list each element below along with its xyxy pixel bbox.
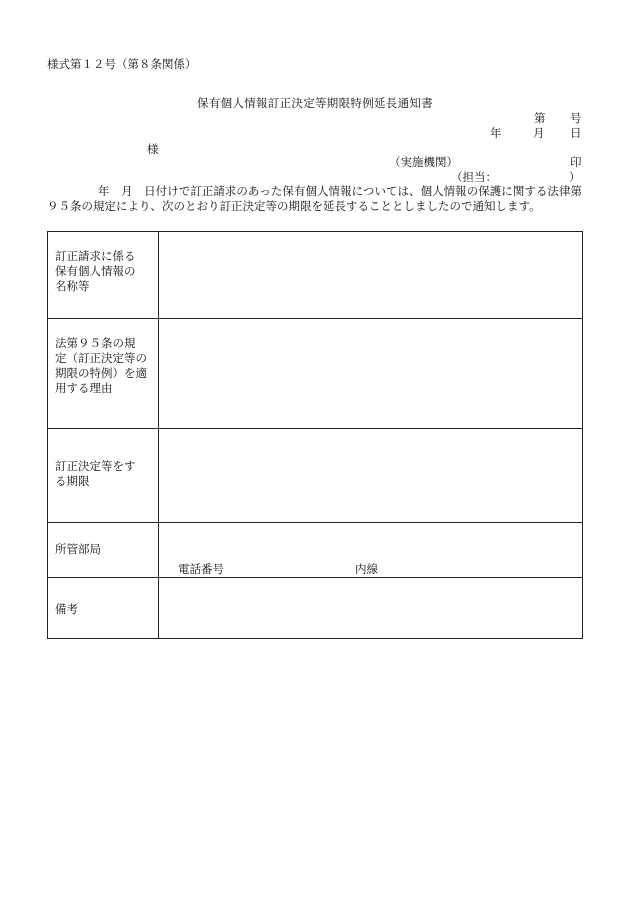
department-field[interactable] [159,523,583,578]
row-label-remarks: 備考 [55,602,78,616]
table-row-decision-deadline [48,429,583,523]
label-cell [48,578,159,639]
date-day: 日 [570,126,582,140]
extension-label: 内線 [355,562,378,576]
label-cell [48,523,159,578]
seal-mark: 印 [570,155,582,169]
table-row-extension-reason [48,319,583,429]
document-number-prefix: 第 [534,111,546,125]
row-label-info-name: 訂正請求に係る 保有個人情報の 名称等 [55,249,136,293]
notice-form-table [47,231,583,639]
label-cell [48,232,159,319]
contact-person-close: ） [569,170,581,184]
table-row-remarks [48,578,583,639]
date-year: 年 [490,126,502,140]
table-row-info-name [48,232,583,319]
row-label-extension-reason: 法第９５条の規 定（訂正決定等の 期限の特例）を適 用する理由 [55,336,147,395]
decision-deadline-field[interactable] [159,429,583,523]
issuing-agency-label: （実施機関） [389,155,458,169]
phone-number-label: 電話番号 [178,562,224,576]
contact-person-label: （担当： [451,170,497,184]
row-label-department: 所管部局 [55,542,101,556]
document-title: 保有個人情報訂正決定等期限特例延長通知書 [197,96,433,110]
date-month: 月 [533,126,545,140]
extension-reason-field[interactable] [159,319,583,429]
row-label-decision-deadline: 訂正決定等をす る期限 [55,459,136,488]
label-cell [48,319,159,429]
form-number: 様式第１２号（第８条関係） [47,57,197,71]
table-row-department [48,523,583,578]
addressee-honorific: 様 [147,142,159,156]
document-number-suffix: 号 [570,111,582,125]
remarks-field[interactable] [159,578,583,639]
notice-body-text: 年 月 日付けで訂正請求のあった保有個人情報については、個人情報の保護に関する法律第９５条の規定により、次のとおり訂正決定等の期限を延長することとしましたので通知します。 [47,184,582,213]
label-cell [48,429,159,523]
info-name-field[interactable] [159,232,583,319]
